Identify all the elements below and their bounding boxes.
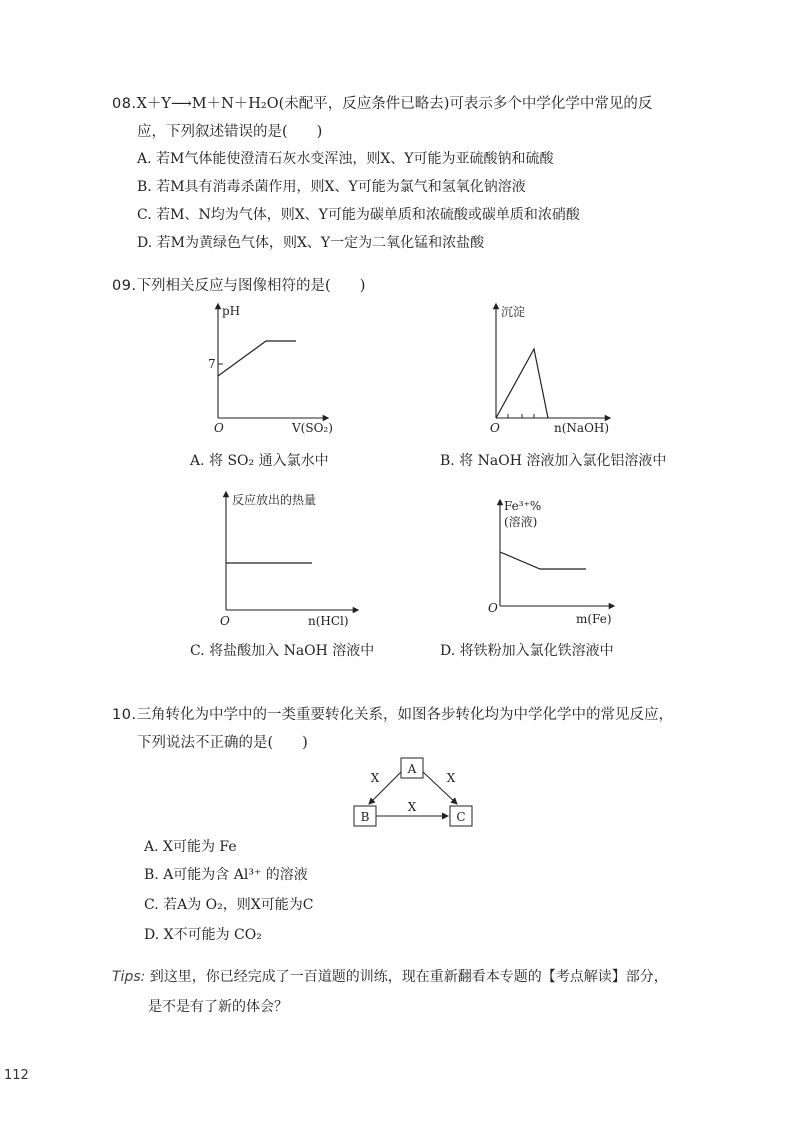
q08-number: 08.: [112, 96, 137, 112]
q10-number: 10.: [112, 707, 137, 723]
tips-label: Tips:: [112, 969, 146, 985]
graph-a: [190, 300, 350, 444]
q08-stem-line2: 应，下列叙述错误的是( ): [137, 124, 323, 140]
graph-b-x-label: n(NaOH): [554, 421, 610, 435]
graph-c: [196, 488, 366, 632]
node-b-label: B: [360, 810, 370, 824]
graph-d-caption: D. 将铁粉加入氯化铁溶液中: [440, 643, 614, 659]
q10-option-c: C. 若A为 O₂，则X可能为C: [144, 897, 314, 913]
graph-a-origin: O: [214, 421, 224, 435]
graph-b-curve: [496, 349, 548, 418]
edge-ac-label: X: [446, 771, 456, 785]
node-a-label: A: [407, 762, 417, 776]
q08: [112, 92, 652, 113]
graph-a-curve: [218, 341, 296, 376]
edge-ab-label: X: [370, 771, 380, 785]
q10-option-b: B. A可能为含 Al³⁺ 的溶液: [144, 867, 308, 883]
graph-b-y-label: 沉淀: [501, 305, 526, 319]
graph-d-origin: O: [488, 601, 498, 615]
graph-d-y-label: Fe³⁺%: [504, 499, 542, 513]
graph-a-y-label: pH: [222, 304, 241, 318]
tips-line1: 到这里，你已经完成了一百道题的训练，现在重新翻看本专题的【考点解读】部分，: [149, 969, 668, 985]
node-c-label: C: [456, 810, 466, 824]
q10-stem-line2: 下列说法不正确的是( ): [137, 735, 308, 751]
q10-option-d: D. X不可能为 CO₂: [144, 927, 262, 943]
q09: [112, 274, 365, 295]
q08-option-c: C. 若M、N均为气体，则X、Y可能为碳单质和浓硫酸或碳单质和浓硝酸: [137, 207, 580, 223]
graph-c-caption: C. 将盐酸加入 NaOH 溶液中: [190, 643, 375, 659]
q09-number: 09.: [112, 278, 137, 294]
graph-c-y-label: 反应放出的热量: [232, 493, 317, 507]
graph-b: [468, 300, 628, 444]
graph-d-y-label2: (溶液): [504, 515, 538, 529]
graph-b-caption: B. 将 NaOH 溶液加入氯化铝溶液中: [440, 453, 667, 469]
graph-c-svg: [196, 488, 366, 628]
tips-line2: 是不是有了新的体会？: [148, 999, 288, 1015]
q08-option-d: D. 若M为黄绿色气体，则X、Y一定为二氧化锰和浓盐酸: [137, 235, 485, 251]
graph-c-origin: O: [220, 614, 230, 628]
q09-stem: 下列相关反应与图像相符的是( ): [136, 278, 366, 294]
graph-d-svg: [470, 488, 630, 628]
q10-option-a: A. X可能为 Fe: [144, 839, 237, 855]
tips: [112, 966, 668, 986]
q08-option-b: B. 若M具有消毒杀菌作用，则X、Y可能为氯气和氢氧化钠溶液: [137, 179, 526, 195]
graph-b-origin: O: [490, 421, 500, 435]
page-number: 112: [4, 1068, 29, 1083]
graph-a-y-tick: 7: [208, 357, 216, 371]
triangle-diagram: [345, 752, 485, 836]
q10: [112, 703, 673, 724]
graph-b-svg: [468, 300, 628, 440]
graph-a-svg: [190, 300, 350, 440]
q10-stem-line1: 三角转化为中学中的一类重要转化关系，如图各步转化均为中学化学中的常见反应，: [136, 707, 674, 723]
triangle-diagram-svg: [345, 752, 485, 832]
edge-bc-label: X: [407, 800, 417, 814]
graph-a-x-label: V(SO₂): [292, 421, 333, 435]
q08-stem-line1: X＋Y⟶M＋N＋H₂O(未配平，反应条件已略去)可表示多个中学化学中常见的反: [136, 96, 653, 112]
graph-a-caption: A. 将 SO₂ 通入氯水中: [190, 453, 329, 469]
graph-d-curve: [500, 552, 586, 569]
graph-d: [470, 488, 630, 632]
graph-c-x-label: n(HCl): [308, 614, 349, 628]
graph-d-x-label: m(Fe): [576, 612, 612, 626]
q08-option-a: A. 若M气体能使澄清石灰水变浑浊，则X、Y可能为亚硫酸钠和硫酸: [137, 151, 554, 167]
